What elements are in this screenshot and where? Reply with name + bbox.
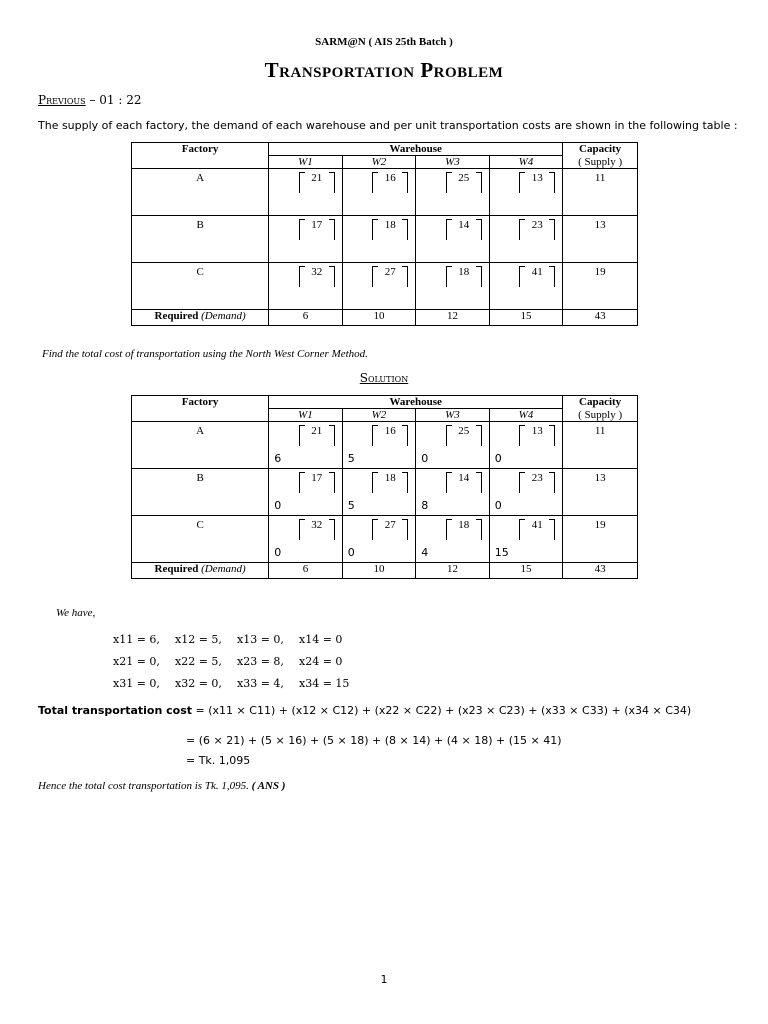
cost-a-w1: 21	[299, 425, 335, 446]
cost-a-w2: 16	[372, 172, 408, 193]
total-supply: 43	[563, 563, 638, 579]
cost-cell	[416, 169, 490, 216]
w4-header: W4	[489, 409, 563, 422]
page-number: 1	[380, 973, 388, 986]
demand-w3: 12	[416, 563, 490, 579]
factory-b: B	[132, 469, 269, 516]
total-label: Total transportation cost	[38, 704, 193, 717]
supply-header: ( Supply )	[563, 156, 638, 169]
factory-c: C	[132, 516, 269, 563]
demand-w1: 6	[269, 310, 343, 326]
cost-b-w2: 18	[372, 472, 408, 493]
demand-w3: 12	[416, 310, 490, 326]
we-have-text: We have,	[56, 607, 96, 619]
alloc-b-w3: 8	[421, 499, 429, 512]
warehouse-header: Warehouse	[269, 396, 563, 409]
warehouse-header: Warehouse	[269, 143, 563, 156]
cost-c-w1: 32	[299, 519, 335, 540]
alloc-a-w2: 5	[347, 452, 355, 465]
solution-cell	[342, 516, 416, 563]
factory-b: B	[132, 216, 269, 263]
cost-a-w4: 13	[519, 425, 555, 446]
total-substitution: = (6 × 21) + (5 × 16) + (5 × 18) + (8 × 14) + (4 × 18) + (15 × 41)	[186, 734, 562, 747]
x34: x34 = 15	[299, 677, 350, 690]
x33: x33 = 4,	[237, 677, 284, 690]
cost-cell	[416, 263, 490, 310]
solution-cell	[489, 422, 563, 469]
cost-c-w4: 41	[519, 266, 555, 287]
solution-cell	[269, 469, 343, 516]
demand-w1: 6	[269, 563, 343, 579]
alloc-c-w3: 4	[421, 546, 429, 559]
solution-cell	[416, 516, 490, 563]
solution-cell	[489, 516, 563, 563]
solution-cell	[416, 422, 490, 469]
cost-c-w1: 32	[299, 266, 335, 287]
solution-cell	[269, 516, 343, 563]
cost-c-w2: 27	[372, 266, 408, 287]
cost-a-w4: 13	[519, 172, 555, 193]
alloc-c-w2: 0	[347, 546, 355, 559]
factory-a: A	[132, 422, 269, 469]
alloc-a-w4: 0	[494, 452, 502, 465]
alloc-c-w1: 0	[274, 546, 282, 559]
capacity-c: 19	[563, 516, 638, 563]
cost-b-w1: 17	[299, 219, 335, 240]
solution-cell	[342, 422, 416, 469]
factory-header: Factory	[132, 143, 269, 169]
cost-c-w3: 18	[446, 266, 482, 287]
solution-cell	[269, 422, 343, 469]
demand-w2: 10	[342, 310, 416, 326]
page-header: SARM@N ( AIS 25th Batch )	[315, 36, 453, 48]
cost-b-w3: 14	[446, 472, 482, 493]
conclusion-text: Hence the total cost transportation is Tk. 1,095.	[38, 780, 249, 792]
solution-title: Solution	[359, 371, 409, 385]
cost-cell	[269, 169, 343, 216]
cost-b-w1: 17	[299, 472, 335, 493]
cost-cell	[416, 216, 490, 263]
solution-cell	[489, 469, 563, 516]
capacity-a: 11	[563, 422, 638, 469]
demand-w2: 10	[342, 563, 416, 579]
cost-cell	[342, 263, 416, 310]
x14: x14 = 0	[299, 633, 343, 646]
x21: x21 = 0,	[113, 655, 160, 668]
page-title: Transportation Problem	[264, 58, 504, 82]
total-formula: = (x11 × C11) + (x12 × C12) + (x22 × C22) + (x23 × C23) + (x33 × C33) + (x34 × C34)	[195, 704, 692, 717]
cost-cell	[342, 169, 416, 216]
x-row-1	[113, 633, 361, 646]
alloc-b-w2: 5	[347, 499, 355, 512]
cost-cell	[342, 216, 416, 263]
supply-header: ( Supply )	[563, 409, 638, 422]
previous-label: Previous	[38, 93, 86, 107]
total-result: = Tk. 1,095	[186, 754, 251, 767]
solution-cell	[342, 469, 416, 516]
w1-header: W1	[269, 409, 343, 422]
intro-text: The supply of each factory, the demand of each warehouse and per unit transportation costs are shown in the following table :	[38, 119, 738, 132]
ans-label: ( ANS )	[251, 780, 286, 792]
capacity-header: Capacity	[563, 143, 638, 156]
cost-cell	[489, 169, 563, 216]
cost-cell	[269, 263, 343, 310]
cost-b-w4: 23	[519, 472, 555, 493]
x-row-2	[113, 655, 361, 668]
capacity-b: 13	[563, 216, 638, 263]
alloc-c-w4: 15	[494, 546, 509, 559]
alloc-b-w4: 0	[494, 499, 502, 512]
x11: x11 = 6,	[113, 633, 160, 646]
cost-b-w2: 18	[372, 219, 408, 240]
conclusion	[38, 780, 285, 792]
cost-a-w2: 16	[372, 425, 408, 446]
find-text: Find the total cost of transportation using the North West Corner Method.	[42, 348, 368, 360]
x-row-3	[113, 677, 361, 690]
required-label: Required (Demand)	[132, 563, 269, 579]
demand-w4: 15	[489, 310, 563, 326]
cost-a-w3: 25	[446, 425, 482, 446]
solution-table	[131, 395, 638, 579]
demand-w4: 15	[489, 563, 563, 579]
x23: x23 = 8,	[237, 655, 284, 668]
w2-header: W2	[342, 156, 416, 169]
w3-header: W3	[416, 409, 490, 422]
required-label: Required (Demand)	[132, 310, 269, 326]
x13: x13 = 0,	[237, 633, 284, 646]
x32: x32 = 0,	[175, 677, 222, 690]
capacity-b: 13	[563, 469, 638, 516]
cost-a-w3: 25	[446, 172, 482, 193]
w4-header: W4	[489, 156, 563, 169]
cost-b-w4: 23	[519, 219, 555, 240]
cost-cell	[489, 263, 563, 310]
cost-c-w4: 41	[519, 519, 555, 540]
previous-reference	[38, 93, 142, 107]
alloc-a-w3: 0	[421, 452, 429, 465]
capacity-a: 11	[563, 169, 638, 216]
x24: x24 = 0	[299, 655, 343, 668]
w3-header: W3	[416, 156, 490, 169]
cost-c-w2: 27	[372, 519, 408, 540]
capacity-header: Capacity	[563, 396, 638, 409]
cost-b-w3: 14	[446, 219, 482, 240]
x31: x31 = 0,	[113, 677, 160, 690]
w2-header: W2	[342, 409, 416, 422]
previous-code: – 01 : 22	[89, 93, 142, 107]
w1-header: W1	[269, 156, 343, 169]
x22: x22 = 5,	[175, 655, 222, 668]
cost-cell	[269, 216, 343, 263]
cost-c-w3: 18	[446, 519, 482, 540]
cost-cell	[489, 216, 563, 263]
factory-a: A	[132, 169, 269, 216]
factory-c: C	[132, 263, 269, 310]
problem-table	[131, 142, 638, 326]
total-cost-line	[38, 704, 691, 717]
x12: x12 = 5,	[175, 633, 222, 646]
cost-a-w1: 21	[299, 172, 335, 193]
total-supply: 43	[563, 310, 638, 326]
alloc-b-w1: 0	[274, 499, 282, 512]
capacity-c: 19	[563, 263, 638, 310]
solution-cell	[416, 469, 490, 516]
alloc-a-w1: 6	[274, 452, 282, 465]
factory-header: Factory	[132, 396, 269, 422]
